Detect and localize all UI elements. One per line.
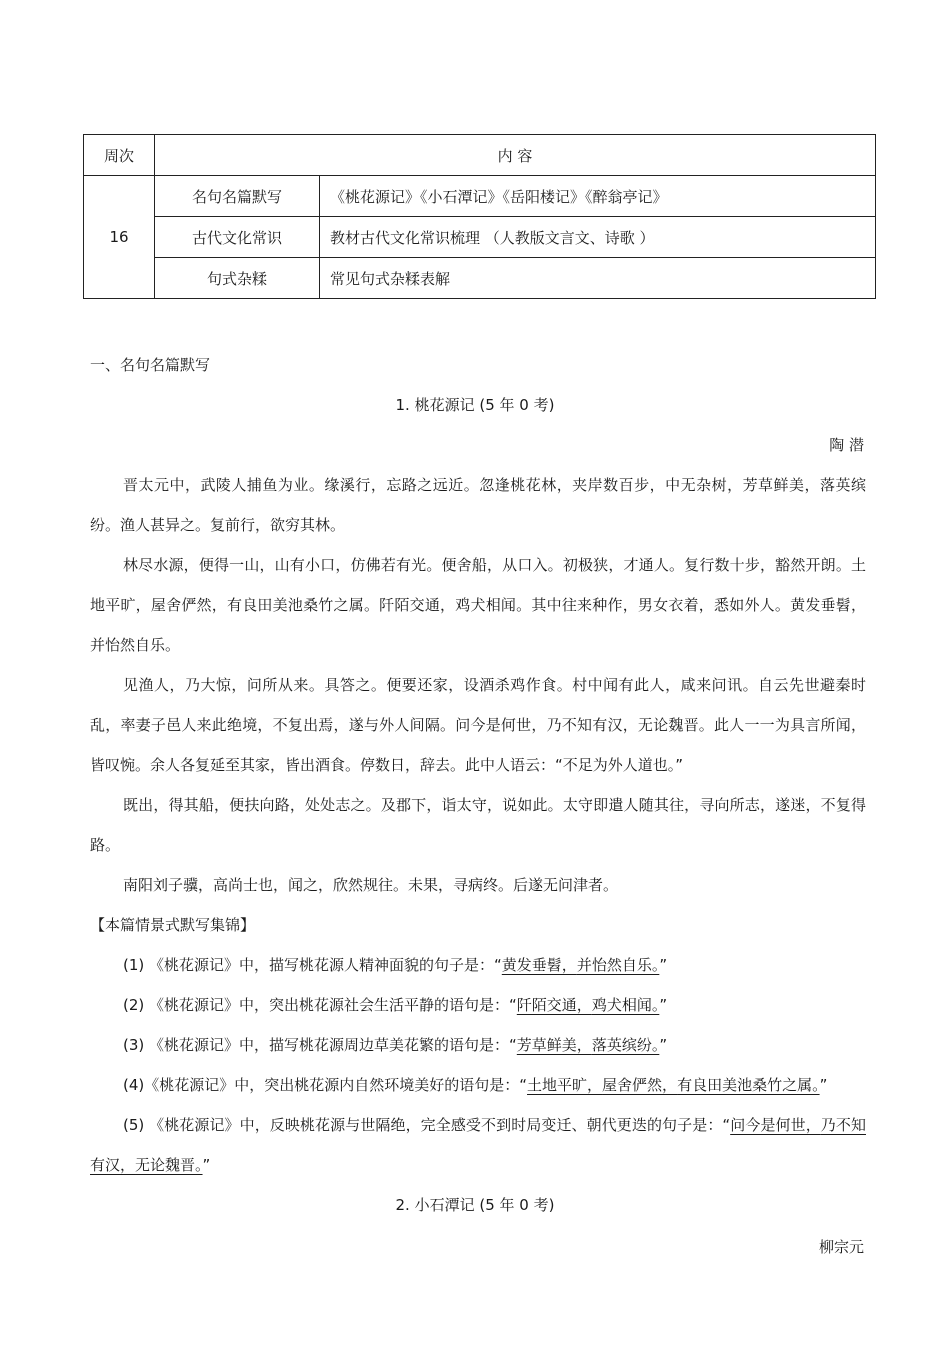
content-cell: 常见句式杂糅表解: [320, 258, 876, 299]
question-close: ”: [659, 996, 668, 1014]
question: [123, 1074, 827, 1095]
question: [90, 1105, 866, 1185]
answer: 问今是何世，: [730, 1116, 821, 1134]
question-prompt: (5) 《桃花源记》中，反映桃花源与世隔绝，完全感受不到时局变迁、朝代更迭的句子是：“: [123, 1116, 731, 1134]
content-cell: 《桃花源记》《小石潭记》《岳阳楼记》《醉翁亭记》: [320, 176, 876, 217]
category-cell: 名句名篇默写: [155, 176, 320, 217]
header-content: 内 容: [155, 135, 876, 176]
week-number: 16: [84, 176, 155, 299]
question-close: ”: [659, 956, 668, 974]
category-cell: 句式杂糅: [155, 258, 320, 299]
answer: 黄发垂髫，: [501, 956, 577, 974]
question: [123, 954, 667, 975]
essay-author: 陶 潜: [829, 436, 864, 454]
essay-author: 柳宗元: [818, 1238, 864, 1256]
answer: 芳草鲜美，: [516, 1036, 592, 1054]
essay-paragraph: 晋太元中，武陵人捕鱼为业。缘溪行，忘路之远近。忽逢桃花林，夹岸数百步，中无杂树，芳草鲜美，落英缤纷。渔人甚异之。复前行，欲穷其林。: [90, 476, 866, 534]
essay-title: 2. 小石潭记 (5 年 0 考): [395, 1196, 555, 1214]
essay-title: 1. 桃花源记 (5 年 0 考): [395, 396, 555, 414]
question-prompt: (2) 《桃花源记》中，突出桃花源社会生活平静的语句是：“: [123, 996, 517, 1014]
answer: 屋舍俨然，: [602, 1076, 678, 1094]
answer: 无论魏晋。: [135, 1156, 203, 1174]
section-title: 一、名句名篇默写: [90, 356, 211, 374]
question-close: ”: [659, 1036, 668, 1054]
answer: 土地平旷，: [527, 1076, 603, 1094]
collection-title: 【本篇情景式默写集锦】: [90, 916, 256, 934]
answer: 阡陌交通，: [516, 996, 592, 1014]
essay-paragraph: 南阳刘子骥，高尚士也，闻之，欣然规往。未果，寻病终。后遂无问津者。: [123, 876, 619, 894]
answer: 并怡然自乐。: [576, 956, 660, 974]
header-week: 周次: [84, 135, 155, 176]
question-prompt: (4)《桃花源记》中，突出桃花源内自然环境美好的语句是：“: [123, 1076, 528, 1094]
answer: 落英缤纷。: [591, 1036, 660, 1054]
answer: 乃不知有汉，: [90, 1116, 866, 1174]
answer: 有良田美池桑竹之属。: [677, 1076, 820, 1094]
question-prompt: (3) 《桃花源记》中，描写桃花源周边草美花繁的语句是：“: [123, 1036, 517, 1054]
study-plan-table: [83, 134, 876, 299]
question-close: ”: [202, 1156, 211, 1174]
essay-paragraph: 见渔人，乃大惊，问所从来。具答之。便要还家，设酒杀鸡作食。村中闻有此人，咸来问讯。自云先世避秦时乱，率妻子邑人来此绝境，不复出焉，遂与外人间隔。问今是何世，乃不知有汉，无论魏晋。此人一一为具言所闻，皆叹惋。余人各复延至其家，皆出酒食。停数日，辞去。此中人语云：“不足为外人道也。”: [90, 676, 866, 774]
question-close: ”: [819, 1076, 828, 1094]
question: [123, 1034, 667, 1055]
essay-paragraph: 既出，得其船，便扶向路，处处志之。及郡下，诣太守，说如此。太守即遣人随其往，寻向所志，遂迷，不复得路。: [90, 796, 866, 854]
content-cell: 教材古代文化常识梳理 （人教版文言文、诗歌 ）: [320, 217, 876, 258]
question-prompt: (1) 《桃花源记》中，描写桃花源人精神面貌的句子是：“: [123, 956, 502, 974]
essay-paragraph: 林尽水源，便得一山，山有小口，仿佛若有光。便舍船，从口入。初极狭，才通人。复行数十步，豁然开朗。土地平旷，屋舍俨然，有良田美池桑竹之属。阡陌交通，鸡犬相闻。其中往来种作，男女衣着，悉如外人。黄发垂髫，并怡然自乐。: [90, 556, 866, 654]
category-cell: 古代文化常识: [155, 217, 320, 258]
question: [123, 994, 667, 1015]
answer: 鸡犬相闻。: [591, 996, 660, 1014]
